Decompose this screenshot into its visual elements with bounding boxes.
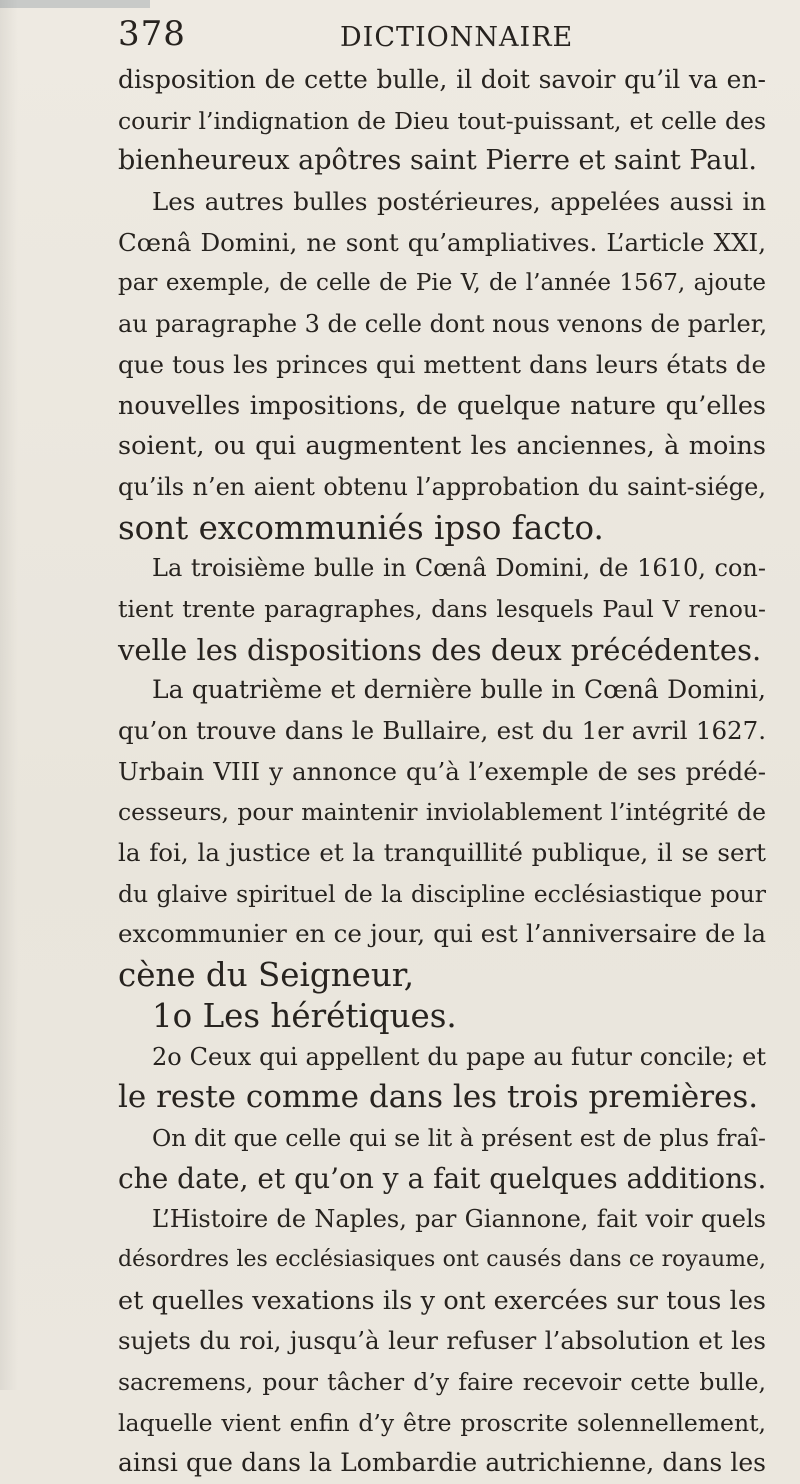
text-line: qu’on trouve dans le Bullaire, est du 1er avril 1627.: [118, 716, 766, 745]
text-line: On dit que celle qui se lit à présent est de plus fraî-: [152, 1123, 766, 1152]
page-header: [118, 14, 762, 64]
text-line: par exemple, de celle de Pie V, de l’année 1567, ajoute: [118, 270, 766, 297]
text-line: au paragraphe 3 de celle dont nous venons de parler,: [118, 310, 768, 339]
text-line: que tous les princes qui mettent dans leurs états de: [118, 349, 766, 379]
text-line: courir l’indignation de Dieu tout-puissant, et celle des: [118, 106, 766, 135]
text-line: laquelle vient enfin d’y être proscrite solennellement,: [118, 1408, 766, 1437]
text-line: soient, ou qui augmentent les anciennes, à moins: [118, 431, 766, 462]
text-line: tient trente paragraphes, dans lesquels Paul V renou-: [118, 594, 766, 623]
text-line: sont excommuniés ipso facto.: [118, 508, 604, 547]
scan-edge-strip: [0, 0, 150, 8]
text-line: Urbain VIII y annonce qu’à l’exemple de ses prédé-: [118, 756, 766, 786]
text-line: La quatrième et dernière bulle in Cœnâ Domini,: [152, 675, 766, 705]
text-line: 2o Ceux qui appellent du pape au futur concile; et: [152, 1042, 766, 1071]
text-line: excommunier en ce jour, qui est l’anniversaire de la: [118, 919, 766, 949]
body-text: [118, 60, 766, 1484]
running-title: DICTIONNAIRE: [340, 22, 574, 53]
text-line: disposition de cette bulle, il doit savoir qu’il va en-: [118, 65, 766, 94]
text-line: 1o Les hérétiques.: [152, 996, 457, 1035]
text-line: et quelles vexations ils y ont exercées sur tous les: [118, 1285, 766, 1316]
text-line: du glaive spirituel de la discipline ecclésiastique pour: [118, 879, 766, 908]
text-line: che date, et qu’on y a fait quelques additions.: [118, 1161, 767, 1195]
text-line: qu’ils n’en aient obtenu l’approbation du saint-siége,: [118, 472, 766, 501]
text-line: la foi, la justice et la tranquillité publique, il se sert: [118, 838, 766, 868]
text-line: désordres les ecclésiasiques ont causés dans ce royaume,: [118, 1246, 766, 1272]
text-line: ainsi que dans la Lombardie autrichienne, dans les: [118, 1448, 766, 1478]
text-line: bienheureux apôtres saint Pierre et saint Paul.: [118, 145, 757, 177]
text-line: sujets du roi, jusqu’à leur refuser l’absolution et les: [118, 1326, 766, 1356]
text-line: cesseurs, pour maintenir inviolablement l’intégrité de: [118, 798, 766, 827]
text-line: cène du Seigneur,: [118, 956, 415, 995]
text-line: nouvelles impositions, de quelque nature qu’elles: [118, 390, 766, 421]
page-number: 378: [118, 14, 186, 54]
text-line: sacremens, pour tâcher d’y faire recevoir cette bulle,: [118, 1368, 766, 1396]
text-line: le reste comme dans les trois premières.: [118, 1079, 759, 1116]
text-line: Les autres bulles postérieures, appelées aussi in: [152, 187, 766, 217]
text-line: velle les dispositions des deux précédentes.: [118, 632, 762, 667]
gutter-shadow: [0, 0, 18, 1390]
text-line: Cœnâ Domini, ne sont qu’ampliatives. L’article XXI,: [118, 227, 766, 257]
text-line: L’Histoire de Naples, par Giannone, fait voir quels: [152, 1205, 766, 1234]
text-line: La troisième bulle in Cœnâ Domini, de 1610, con-: [152, 554, 766, 583]
